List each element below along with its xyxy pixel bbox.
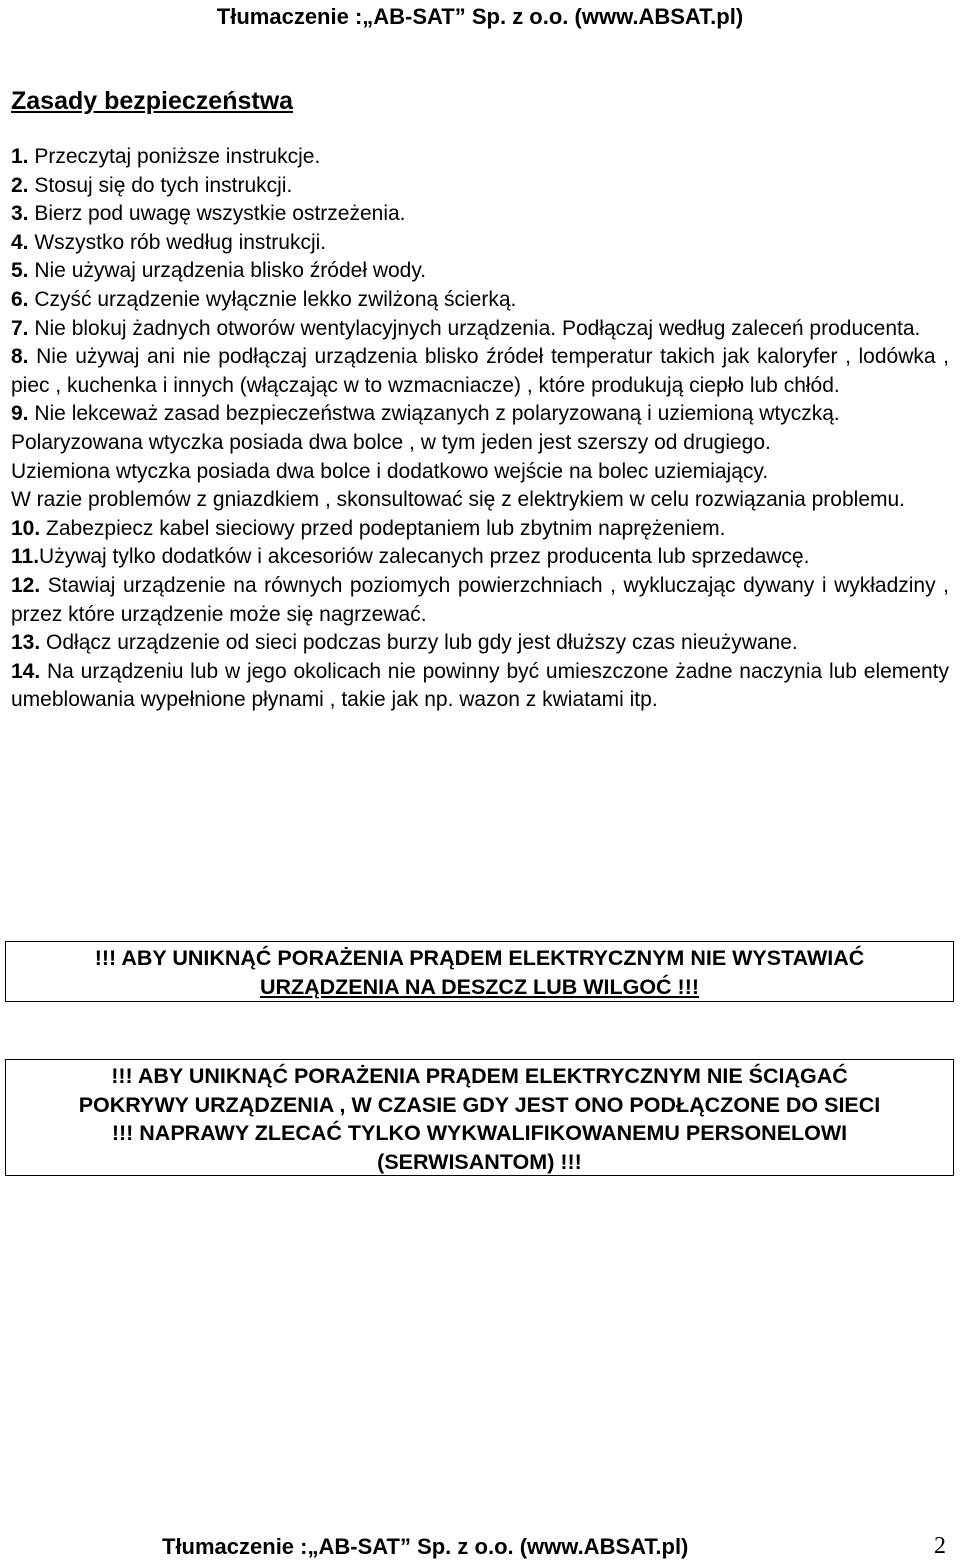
list-item (11, 286, 949, 315)
item-number: 11. (11, 545, 40, 569)
item-number: 7. (11, 316, 29, 340)
item-text: Bierz pod uwagę wszystkie ostrzeżenia. (28, 202, 406, 226)
list-item (11, 658, 949, 715)
item-text: Odłącz urządzenie od sieci podczas burzy lub gdy jest dłuższy czas nieużywane. (40, 631, 798, 655)
item-text: Nie blokuj żadnych otworów wentylacyjnych urządzenia. Podłączaj według zaleceń producenta. (28, 316, 921, 340)
list-item (11, 229, 949, 258)
page-footer: Tłumaczenie :„AB-SAT” Sp. z o.o. (www.ABSAT.pl) (162, 1534, 689, 1559)
item-number: 10. (11, 516, 41, 540)
plug-note: W razie problemów z gniazdkiem , skonsultować się z elektrykiem w celu rozwiązania problemu. (11, 488, 906, 512)
warning-line: !!! ABY UNIKNĄĆ PORAŻENIA PRĄDEM ELEKTRYCZNYM NIE ŚCIĄGAĆ (111, 1064, 848, 1088)
item-number: 5. (11, 259, 29, 283)
list-item (11, 543, 949, 572)
list-item (11, 172, 949, 201)
item-text: Nie lekceważ zasad bezpieczeństwa związanych z polaryzowaną i uziemioną wtyczką. (28, 402, 840, 426)
item-number: 6. (11, 287, 29, 311)
list-item (11, 629, 949, 658)
list-item (11, 257, 949, 286)
warning-line-underlined: URZĄDZENIA NA DESZCZ LUB WILGOĆ !!! (259, 974, 700, 999)
item-number: 1. (11, 145, 29, 168)
plug-note: Uziemiona wtyczka posiada dwa bolce i dodatkowo wejście na bolec uziemiający. (11, 459, 769, 483)
warning-line: POKRYWY URZĄDZENIA , W CZASIE GDY JEST ONO PODŁĄCZONE DO SIECI (78, 1092, 881, 1117)
item-text: Przeczytaj poniższe instrukcje. (28, 145, 321, 168)
warning-line (6, 973, 953, 1002)
page-title: Zasady bezpieczeństwa (11, 87, 294, 115)
list-item (11, 572, 949, 629)
item-text: Na urządzeniu lub w jego okolicach nie powinny być umieszczone żadne naczynia lub elementy umeblowania wypełnione płynami , takie jak np. wazon z kwiatami itp. (11, 659, 949, 712)
warning-line: !!! NAPRAWY ZLECAĆ TYLKO WYKWALIFIKOWANEMU PERSONELOWI (111, 1121, 848, 1146)
plug-note: Polaryzowana wtyczka posiada dwa bolce , w tym jeden jest szerszy od drugiego. (11, 430, 771, 454)
item-text: Wszystko rób według instrukcji. (28, 230, 327, 254)
item-text: Nie używaj ani nie podłączaj urządzenia blisko źródeł temperatur takich jak kaloryfer , lodówka , piec , kuchenka i innych (włączając w to wzmacniacze) , które produkują ciepło lub chłód. (11, 345, 949, 397)
item-text: Stosuj się do tych instrukcji. (28, 173, 293, 197)
item-number: 3. (11, 202, 29, 226)
item-number: 2. (11, 173, 29, 197)
list-item (11, 200, 949, 229)
item-text: Nie używaj urządzenia blisko źródeł wody. (28, 259, 427, 283)
item-text: Używaj tylko dodatków i akcesoriów zalecanych przez producenta lub sprzedawcę. (39, 545, 810, 569)
item-number: 4. (11, 230, 29, 254)
item-number: 8. (11, 345, 29, 369)
list-item (11, 515, 949, 544)
warning-line: (SERWISANTOM) !!! (377, 1149, 582, 1174)
item-number: 12. (11, 573, 41, 597)
list-item (11, 343, 949, 400)
item-number: 9. (11, 402, 29, 426)
list-item (11, 315, 949, 344)
item-text: Czyść urządzenie wyłącznie lekko zwilżoną ścierką. (28, 287, 517, 311)
page-number: 2 (934, 1533, 946, 1559)
safety-instructions-list (11, 143, 949, 715)
page-header: Tłumaczenie :„AB-SAT” Sp. z o.o. (www.ABSAT.pl) (216, 4, 744, 29)
item-number: 14. (11, 659, 41, 683)
item-text: Stawiaj urządzenie na równych poziomych powierzchniach , wykluczając dywany i wykładziny , przez które urządzenie może się nagrzewać. (11, 573, 949, 626)
list-item (11, 143, 949, 172)
cover-removal-warning-box (5, 1059, 954, 1176)
rain-moisture-warning-box (5, 941, 954, 1002)
item-number: 13. (11, 631, 41, 655)
list-item (11, 400, 949, 429)
item-text: Zabezpiecz kabel sieciowy przed podeptaniem lub zbytnim naprężeniem. (40, 516, 726, 540)
warning-line: !!! ABY UNIKNĄĆ PORAŻENIA PRĄDEM ELEKTRYCZNYM NIE WYSTAWIAĆ (94, 946, 865, 970)
